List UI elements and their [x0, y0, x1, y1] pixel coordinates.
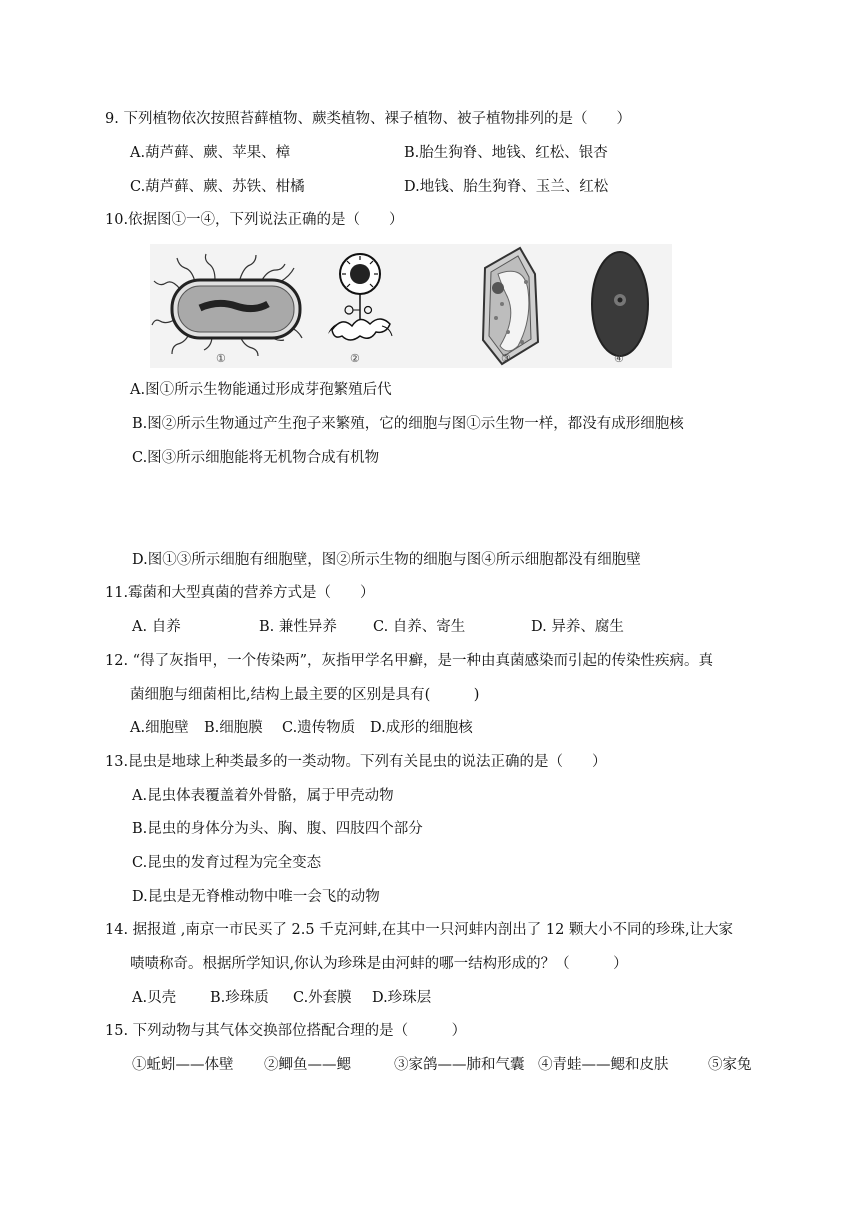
q9-stem: 9. 下列植物依次按照苔藓植物、蕨类植物、裸子植物、被子植物排列的是（ ）: [105, 111, 631, 127]
q10-option-d: D.图①③所示细胞有细胞壁，图②所示生物的细胞与图④所示细胞都没有细胞壁: [132, 552, 641, 568]
q12-option-b: B.细胞膜: [204, 720, 263, 736]
q10-figure: [150, 244, 672, 368]
q12-stem-line1: 12. “得了灰指甲，一个传染两”，灰指甲学名甲癣，是一种由真菌感染而引起的传染性疾病。真: [105, 653, 713, 669]
q10-stem: 10.依据图①一④，下列说法正确的是（ ）: [105, 212, 404, 228]
q15-item-5: ⑤家兔: [708, 1057, 752, 1073]
q14-stem-line2: 啧啧称奇。根据所学知识,你认为珍珠是由河蚌的哪一结构形成的？（ ）: [130, 956, 628, 972]
q14-option-a: A.贝壳: [132, 990, 177, 1006]
q12-option-d: D.成形的细胞核: [370, 720, 473, 736]
q13-option-d: D.昆虫是无脊椎动物中唯一会飞的动物: [132, 889, 380, 905]
q15-item-4: ④青蛙——鳃和皮肤: [538, 1057, 669, 1073]
q15-items: [132, 1055, 832, 1075]
q9-options-row2: [130, 177, 830, 197]
q11-stem: 11.霉菌和大型真菌的营养方式是（ ）: [105, 585, 375, 601]
figure-label-2: ②: [350, 352, 360, 365]
q11-option-a: A. 自养: [132, 619, 181, 635]
q9-option-c: C.葫芦藓、蕨、苏铁、柑橘: [130, 179, 305, 195]
q12-option-c: C.遗传物质: [282, 720, 356, 736]
bacterium-drawing: [152, 254, 302, 356]
q9-option-d: D.地钱、胎生狗脊、玉兰、红松: [404, 179, 609, 195]
q9-option-a: A.葫芦藓、蕨、苹果、樟: [130, 145, 291, 161]
q10-option-a: A.图①所示生物能通过形成芽孢繁殖后代: [130, 382, 392, 398]
q9-options-row1: [130, 143, 830, 163]
q13-option-a: A.昆虫体表覆盖着外骨骼，属于甲壳动物: [132, 788, 394, 804]
q12-option-a: A.细胞壁: [130, 720, 189, 736]
q15-item-2: ②鲫鱼——鳃: [264, 1057, 351, 1073]
q14-option-c: C.外套膜: [293, 990, 352, 1006]
mold-drawing: [328, 254, 392, 340]
q13-option-b: B.昆虫的身体分为头、胸、腹、四肢四个部分: [132, 821, 423, 837]
q15-stem: 15. 下列动物与其气体交换部位搭配合理的是（ ）: [105, 1023, 467, 1039]
plant-cell-drawing: [483, 248, 538, 364]
q12-options: [130, 718, 830, 738]
figure-label-4: ④: [614, 352, 624, 365]
q11-options: [132, 617, 832, 637]
q15-item-3: ③家鸽——肺和气囊: [394, 1057, 525, 1073]
q14-options: [132, 988, 832, 1008]
q9-option-b: B.胎生狗脊、地钱、红松、银杏: [404, 145, 608, 161]
figure-label-3: ③: [501, 352, 511, 365]
q10-option-b: B.图②所示生物通过产生孢子来繁殖，它的细胞与图①示生物一样，都没有成形细胞核: [132, 416, 684, 432]
animal-cell-drawing: [592, 252, 648, 356]
q10-option-c: C.图③所示细胞能将无机物合成有机物: [132, 450, 380, 466]
q14-option-b: B.珍珠质: [210, 990, 269, 1006]
q12-stem-line2: 菌细胞与细菌相比,结构上最主要的区别是具有( ): [130, 687, 480, 703]
q11-option-c: C. 自养、寄生: [373, 619, 466, 635]
q13-stem: 13.昆虫是地球上种类最多的一类动物。下列有关昆虫的说法正确的是（ ）: [105, 754, 607, 770]
q14-option-d: D.珍珠层: [372, 990, 432, 1006]
q11-option-b: B. 兼性异养: [259, 619, 337, 635]
q10-figure-image: [150, 244, 672, 368]
q13-option-c: C.昆虫的发育过程为完全变态: [132, 855, 322, 871]
figure-label-1: ①: [216, 352, 226, 365]
q15-item-1: ①蚯蚓——体壁: [132, 1057, 234, 1073]
q11-option-d: D. 异养、腐生: [531, 619, 624, 635]
q14-stem-line1: 14. 据报道 ,南京一市民买了 2.5 千克河蚌,在其中一只河蚌内剖出了 12 颗大小不同的珍珠,让大家: [105, 922, 734, 938]
